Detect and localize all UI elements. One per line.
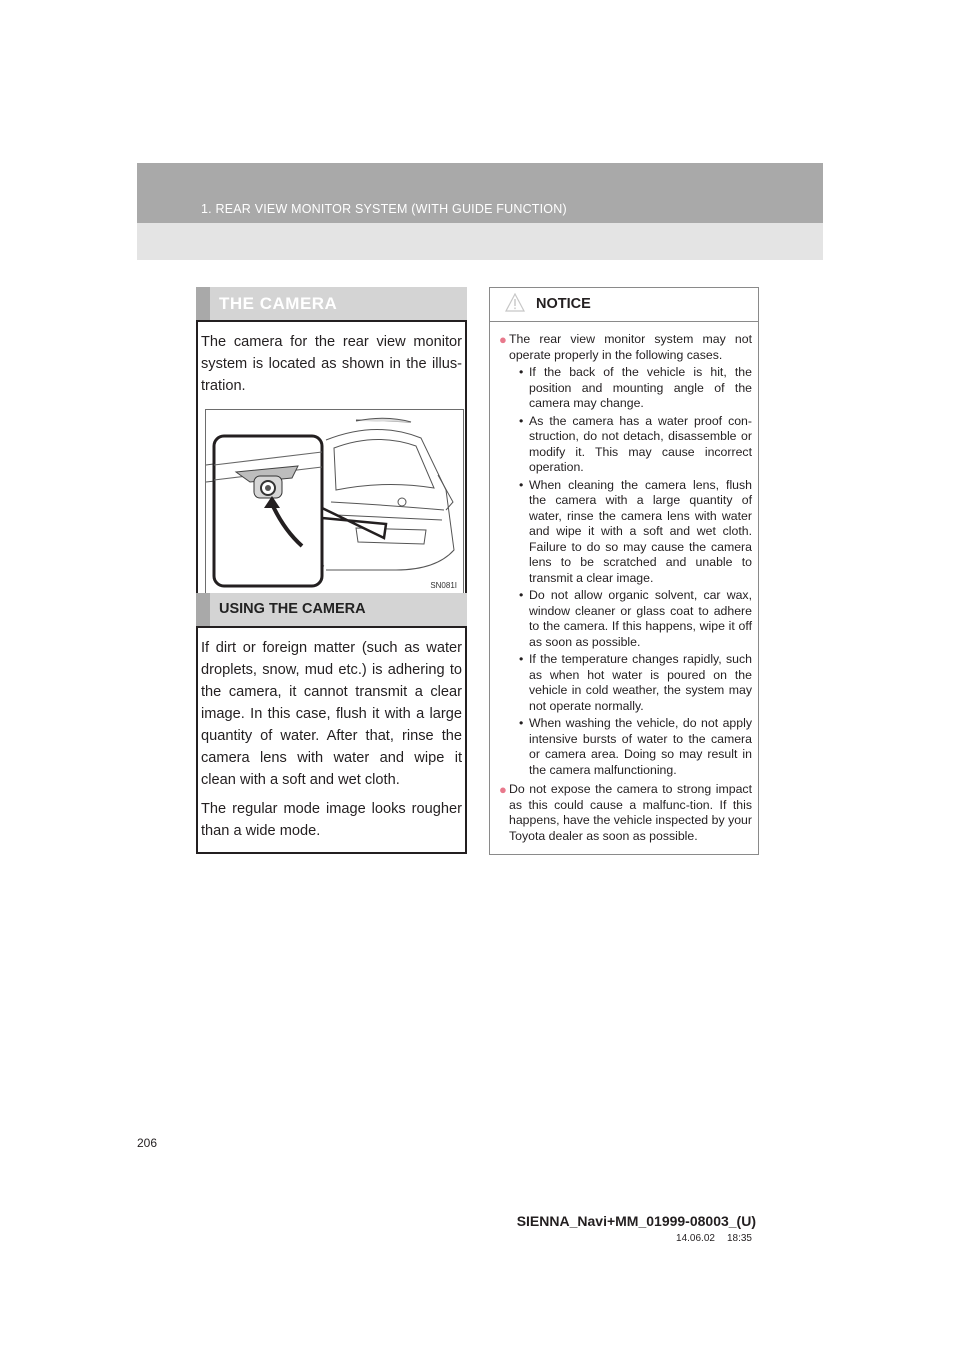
bullet-icon: ● — [499, 332, 507, 347]
notice-subitem — [509, 414, 752, 476]
chapter-title: 1. REAR VIEW MONITOR SYSTEM (WITH GUIDE FUNCTION) — [201, 202, 567, 216]
sub-bullet-icon: • — [519, 652, 524, 666]
camera-section — [196, 287, 467, 607]
sub-bullet-icon: • — [519, 716, 524, 730]
bullet-icon: ● — [499, 782, 507, 797]
illustration-code: SN081I — [430, 581, 457, 590]
notice-body — [490, 322, 758, 844]
notice-subitem — [509, 588, 752, 650]
section-title: USING THE CAMERA — [219, 601, 366, 617]
paragraph: If dirt or foreign matter (such as water droplets, snow, mud etc.) is adhering to the camera, it cannot transmit a clear image. In this case, flush it with a large quantity of water. After that, rinse the camera lens with water and wipe it clean with a soft and wet cloth. — [201, 640, 462, 788]
notice-item — [500, 782, 752, 844]
sub-bullet-icon: • — [519, 413, 524, 428]
subitem-text: If the back of the vehicle is hit, the position and mounting angle of the camera may change. — [529, 365, 752, 410]
camera-illustration — [205, 409, 464, 595]
sub-bullet-icon: • — [519, 365, 524, 379]
notice-header — [490, 288, 758, 322]
section-box — [196, 322, 467, 607]
subitem-text: When cleaning the camera lens, flush the camera with a large quantity of water, rinse the camera lens with water and wipe it with a soft and wet cloth. Failure to do so may cause the camera lens to be scratched and unable to transmit a clear image. — [529, 477, 752, 585]
subitem-text: As the camera has a water proof con-struction, do not detach, disassemble or modify it. This may cause incorrect operation. — [529, 413, 752, 474]
subitem-text: When washing the vehicle, do not apply intensive bursts of water to the camera or camera area. Doing so may result in the camera malfunctioning. — [529, 716, 752, 777]
paragraph: The regular mode image looks rougher than a wide mode. — [201, 801, 462, 839]
using-section — [196, 593, 467, 854]
subitem-text: Do not allow organic solvent, car wax, window cleaner or glass coat to adhere to the camera. If this happens, wipe it off as soon as possible. — [529, 588, 752, 649]
notice-subitem — [509, 652, 752, 714]
section-header — [196, 287, 467, 320]
section-title: THE CAMERA — [219, 294, 338, 313]
vehicle-rear-illustration — [206, 410, 463, 594]
section-tab — [196, 593, 210, 626]
camera-location-text: The camera for the rear view monitor system is located as shown in the illus-tration. — [201, 334, 462, 394]
notice-item — [500, 332, 752, 778]
section-tab — [196, 287, 210, 320]
notice-subitem — [509, 716, 752, 778]
page-number: 206 — [137, 1136, 158, 1150]
sub-bullet-icon: • — [519, 477, 524, 492]
subitem-text: If the temperature changes rapidly, such as when hot water is poured on the vehicle in cold weather, the system may not operate normally. — [529, 652, 752, 713]
notice-title: NOTICE — [536, 296, 591, 312]
notice-item-text: Do not expose the camera to strong impact as this could cause a malfunc-tion. If this happens, have the vehicle inspected by your Toyota dealer as soon as possible. — [509, 782, 752, 843]
document-time: 18:35 — [726, 1233, 752, 1244]
document-timestamp — [676, 1233, 752, 1244]
sub-bullet-icon: • — [519, 588, 524, 602]
document-id: SIENNA_Navi+MM_01999-08003_(U) — [516, 1213, 756, 1229]
notice-subitem — [509, 478, 752, 587]
document-date: 14.06.02 — [676, 1233, 715, 1244]
notice-item-text: The rear view monitor system may not operate properly in the following cases. — [509, 332, 752, 362]
section-box — [196, 628, 467, 854]
section-header — [196, 593, 467, 626]
warning-icon — [505, 293, 525, 312]
header-bar — [137, 163, 823, 223]
notice-box — [489, 287, 759, 855]
header-band — [137, 163, 823, 260]
notice-subitem — [509, 365, 752, 412]
